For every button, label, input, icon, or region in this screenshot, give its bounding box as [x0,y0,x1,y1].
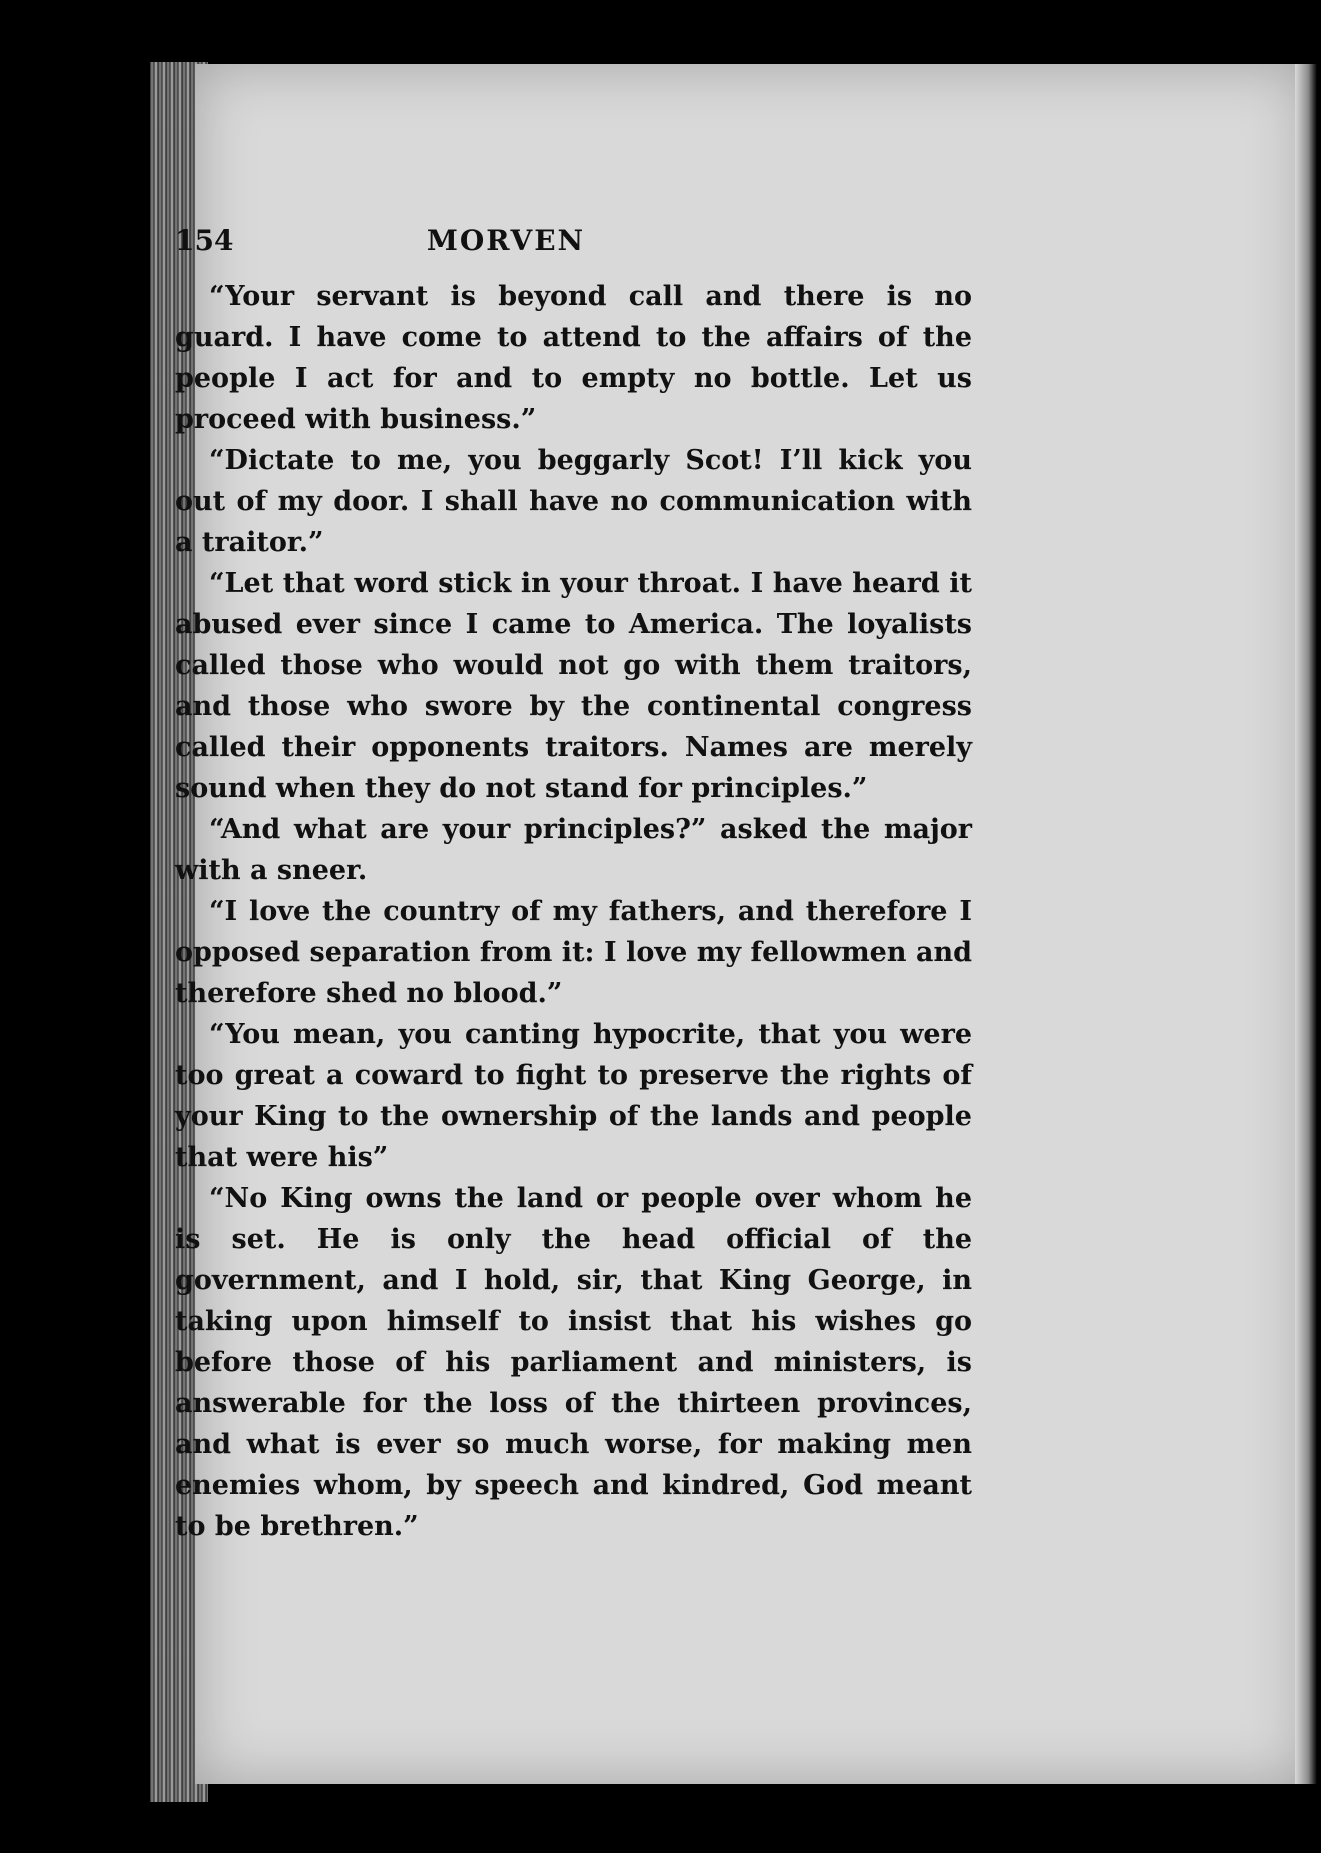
paragraph: “I love the country of my fathers, and therefore I opposed separation from it: I love my fellowmen and therefore shed no blood.” [175,896,972,1009]
running-title: MORVEN [426,224,586,257]
body-text [175,276,972,1547]
paragraph: “No King owns the land or people over whom he is set. He is only the head official of the government, and I hold, sir, that King George, in taking upon himself to insist that his wishes go before those of his parliament and ministers, is answerable for the loss of the thirteen provinces, and what is ever so much worse, for making men enemies whom, by speech and kindred, God meant to be brethren.” [175,1183,972,1542]
page-number: 154 [175,224,234,257]
paragraph: “Let that word stick in your throat. I have heard it abused ever since I came to America. The loyalists called those who would not go with them traitors, and those who swore by the continental congress called their opponents traitors. Names are merely sound when they do not stand for principles.” [175,568,972,804]
paragraph: “Your servant is beyond call and there is no guard. I have come to attend to the affairs of the people I act for and to empty no bottle. Let us proceed with business.” [175,281,972,435]
paragraph: “And what are your principles?” asked the major with a sneer. [175,814,972,886]
paragraph: “You mean, you canting hypocrite, that you were too great a coward to fight to preserve the rights of your King to the ownership of the lands and people that were his” [175,1019,972,1173]
paragraph: “Dictate to me, you beggarly Scot! I’ll kick you out of my door. I shall have no communication with a traitor.” [175,445,972,558]
